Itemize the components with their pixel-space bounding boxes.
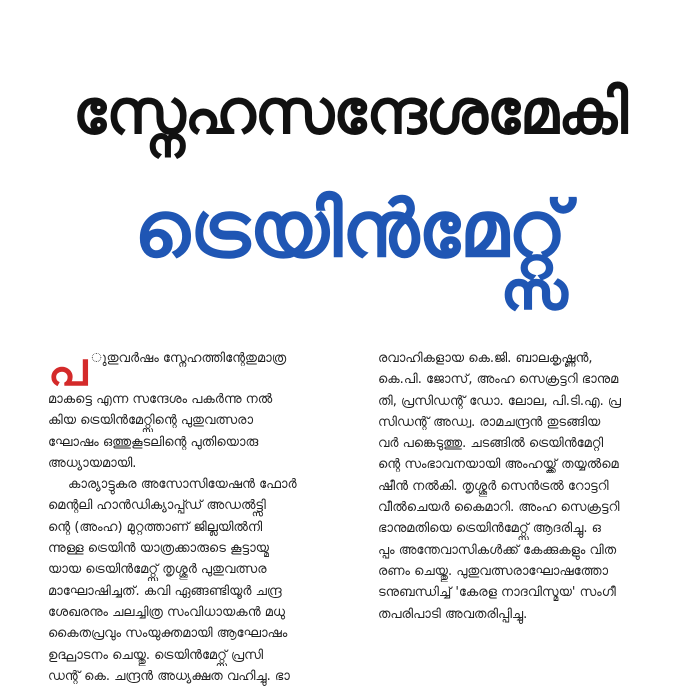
article-line: ന്നുള്ള ട്രെയിൻ യാത്രക്കാരുടെ കൂട്ടായ്മ	[48, 541, 269, 557]
article-line: രവാഹികളായ കെ.ജി. ബാലകൃഷ്ണൻ,	[378, 351, 593, 366]
article-line: വീൽചെയർ കൈമാറി. അംഹ സെക്രട്ടറി	[378, 500, 620, 516]
article-line: കെ.പി. ജോസ്, അംഹ സെക്രട്ടറി ഭാനുമ	[378, 372, 619, 388]
article-line: കിയ ട്രെയിൻമേറ്റ്സിന്റെ പുതുവത്സരാ	[48, 413, 254, 429]
article-line: മെന്റലി ഹാൻഡിക്യാപ്പ്ഡ് അഡൽട്ട്സി	[48, 498, 266, 514]
article-line: സിഡന്റ് അഡ്വ. രാമചന്ദ്രൻ തുടങ്ങിയ	[378, 414, 601, 430]
article-column-right	[378, 348, 678, 625]
headline-line-1: സ്നേഹസന്ദേശമേകി	[72, 75, 628, 148]
article-line: കൈതപ്രവും സംയുക്തമായി ആഘോഷം	[48, 626, 288, 642]
article-line: ഉദ്ഘാടനം ചെയ്തു. ട്രെയിൻമേറ്റ്സ് പ്രസി	[48, 647, 264, 663]
article-line: ശേഖരനും ചലച്ചിത്ര സംവിധായകൻ മധു	[48, 604, 285, 620]
article-line: തി, പ്രസിഡന്റ് ഡോ. ലോല, പി.ടി.എ. പ്ര	[378, 393, 621, 409]
drop-cap: പ	[48, 348, 88, 389]
article-line: ഘോഷം ഒത്തുകൂടലിന്റെ പുതിയൊരു	[48, 434, 259, 450]
article-line: ഡന്റ് കെ. ചന്ദ്രൻ അധ്യക്ഷത വഹിച്ചു. ഭാ	[48, 668, 290, 684]
article-column-left	[48, 348, 366, 687]
article-line: ടനുബന്ധിച്ച് 'കേരള നാദവിസ്മയ' സംഗീ	[378, 585, 616, 601]
article-line: ന്റെ സംഭാവനയായി അംഹയ്ക്ക് തയ്യൽമെ	[378, 457, 619, 473]
article-line: പ്പം അന്തേവാസികൾക്ക് കേക്കുകളും വിത	[378, 542, 617, 558]
article-line: അധ്യായമായി.	[48, 455, 137, 471]
article-line: മാഘോഷിച്ചത്. കവി ഏങ്ങണ്ടിയൂർ ചന്ദ്ര	[48, 583, 282, 599]
article-line: ഭാനുമതിയെ ട്രെയിൻമേറ്റ്സ് ആദരിച്ചു. ഒ	[378, 521, 601, 537]
article-line: മാകട്ടെ എന്ന സന്ദേശം പകർന്നു നൽ	[48, 392, 273, 407]
article-line: പ ുതുവർഷം സ്നേഹത്തിന്റേതുമാത്ര	[48, 348, 287, 389]
article-line: രണം ചെയ്തു. പുതുവത്സരാഘോഷത്തോ	[378, 563, 609, 579]
article-line: ഷീൻ നൽകി. തൃശ്ശൂർ സെൻട്രൽ റോട്ടറി	[378, 478, 609, 494]
article-line: ന്റെ (അംഹ) മുറ്റത്താണ് ജില്ലയിൽനി	[48, 519, 263, 535]
article-line: വർ പങ്കെടുത്തു. ചടങ്ങിൽ ട്രെയിൻമേറ്റി	[378, 436, 604, 452]
article-line: കാര്യാട്ടുകര അസോസിയേഷൻ ഫോർ	[68, 477, 297, 493]
article-line: യായ ട്രെയിൻമേറ്റ്സ് തൃശ്ശൂർ പുതുവത്സര	[48, 562, 267, 578]
headline-line-2: ട്രെയിൻമേറ്റ്സ്	[134, 185, 566, 275]
article-line: തപരിപാടി അവതരിപ്പിച്ചു.	[378, 606, 528, 622]
